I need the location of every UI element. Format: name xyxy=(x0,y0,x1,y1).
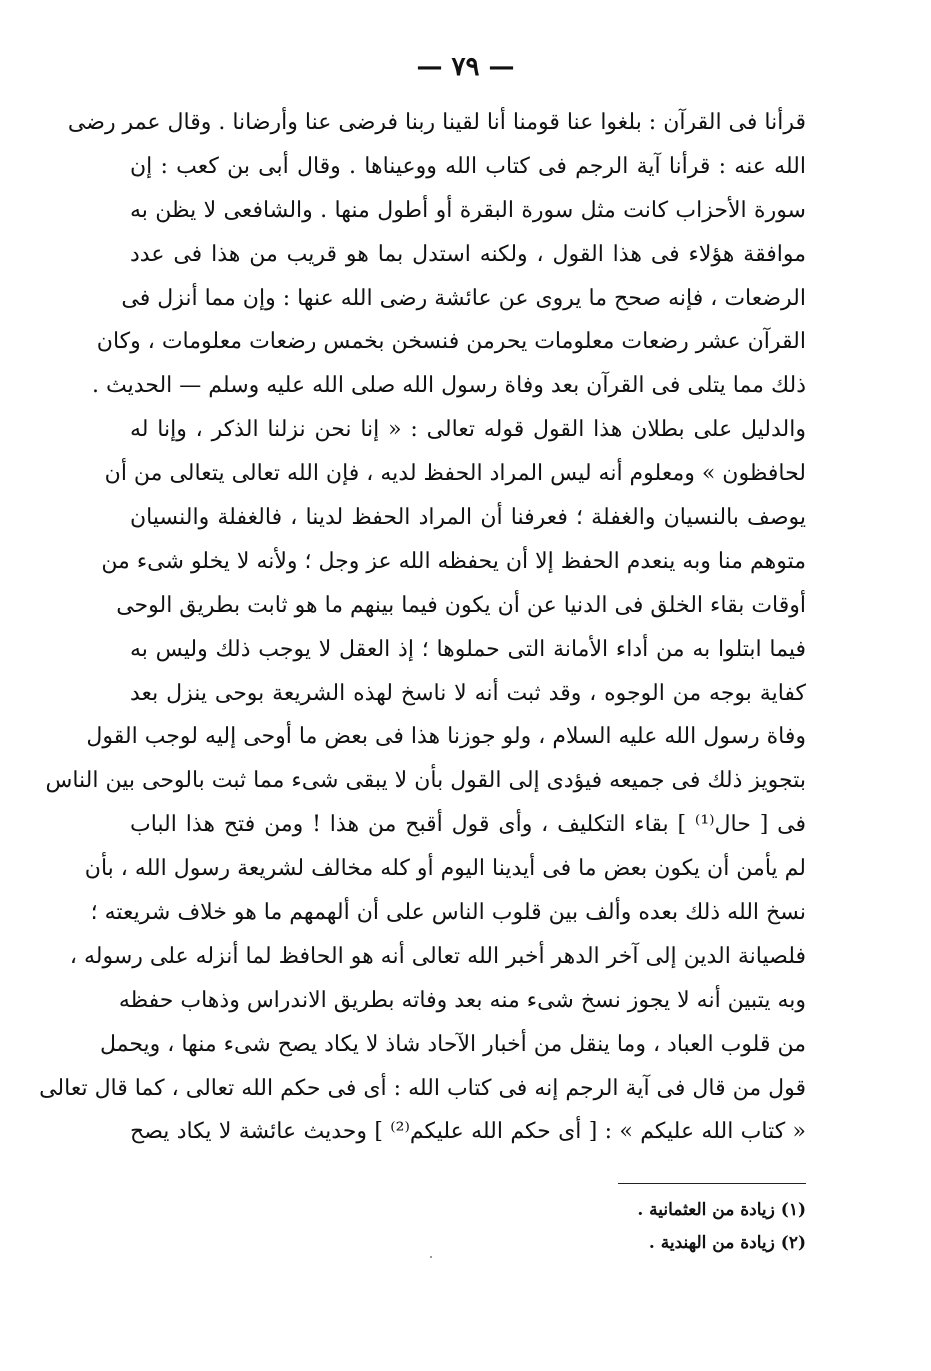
text-line: فلصيانة الدين إلى آخر الدهر أخبر الله تعالى أنه هو الحافظ لما أنزله على رسوله ، xyxy=(69,943,806,969)
text-line: بتجويز ذلك فى جميعه فيؤدى إلى القول بأن لا يبقى شىء مما ثبت بالوحى بين الناس xyxy=(45,768,806,794)
text-line: نسخ الله ذلك بعده وألف بين قلوب الناس على أن ألهمهم ما هو خلاف شريعته ؛ xyxy=(90,900,806,926)
text-line: وفاة رسول الله عليه السلام ، ولو جوزنا هذا فى بعض ما أوحى إليه لوجب القول xyxy=(86,724,806,750)
text-line: ذلك مما يتلى فى القرآن بعد وفاة رسول الله صلى الله عليه وسلم — الحديث . xyxy=(92,373,806,399)
text-line: والدليل على بطلان هذا القول قوله تعالى : « إنا نحن نزلنا الذكر ، وإنا له xyxy=(130,417,807,443)
text-line: الله عنه : قرأنا آية الرجم فى كتاب الله ووعيناها . وقال أبى بن كعب : إن xyxy=(130,153,806,179)
footnote-1: (١) زيادة من العثمانية . xyxy=(637,1200,806,1220)
text-line: فى [ حال⁽¹⁾ ] بقاء التكليف ، وأى قول أقبح من هذا ! ومن فتح هذا الباب xyxy=(130,812,806,838)
text-line: وبه يتبين أنه لا يجوز نسخ شىء منه بعد وفاته بطريق الاندراس وذهاب حفظه xyxy=(118,987,806,1013)
text-line: كفاية بوجه من الوجوه ، وقد ثبت أنه لا ناسخ لهذه الشريعة بوحى ينزل بعد xyxy=(130,680,806,706)
page-number: — ٧٩ — xyxy=(416,52,515,82)
text-line: أوقات بقاء الخلق فى الدنيا عن أن يكون فيما بينهم ما هو ثابت بطريق الوحى xyxy=(116,592,806,618)
text-line: متوهم منا وبه ينعدم الحفظ إلا أن يحفظه الله عز وجل ؛ ولأنه لا يخلو شىء من xyxy=(101,548,806,574)
text-line: قول من قال فى آية الرجم إنه فى كتاب الله : أى فى حكم الله تعالى ، كما قال تعالى xyxy=(39,1075,806,1101)
text-line: موافقة هؤلاء فى هذا القول ، ولكنه استدل بما هو قريب من هذا فى عدد xyxy=(130,241,806,267)
text-line: « كتاب الله عليكم » : [ أى حكم الله عليكم⁽²⁾ ] وحديث عائشة لا يكاد يصح xyxy=(130,1119,807,1145)
footnote-divider xyxy=(618,1183,806,1184)
scan-speck xyxy=(430,1256,432,1258)
main-text xyxy=(39,101,807,1154)
text-line: سورة الأحزاب كانت مثل سورة البقرة أو أطول منها . والشافعى لا يظن به xyxy=(130,197,806,223)
text-line: لحافظون » ومعلوم أنه ليس المراد الحفظ لديه ، فإن الله تعالى يتعالى من أن xyxy=(104,461,806,487)
text-line: من قلوب العباد ، وما ينقل من أخبار الآحاد شاذ لا يكاد يصح شىء منها ، ويحمل xyxy=(99,1031,806,1057)
footnotes xyxy=(500,1194,806,1260)
text-line: القرآن عشر رضعات معلومات يحرمن فنسخن بخمس رضعات معلومات ، وكان xyxy=(96,329,806,355)
text-line: الرضعات ، فإنه صحح ما يروى عن عائشة رضى الله عنها : وإن مما أنزل فى xyxy=(121,285,806,311)
footnote-2: (٢) زيادة من الهندية . xyxy=(648,1233,806,1253)
text-line: قرأنا فى القرآن : بلغوا عنا قومنا أنا لقينا ربنا فرضى عنا وأرضانا . وقال عمر رضى xyxy=(67,110,806,135)
text-line: يوصف بالنسيان والغفلة ؛ فعرفنا أن المراد الحفظ لدينا ، فالغفلة والنسيان xyxy=(130,505,806,531)
text-line: فيما ابتلوا به من أداء الأمانة التى حملوها ؛ إذ العقل لا يوجب ذلك وليس به xyxy=(130,636,806,662)
text-line: لم يأمن أن يكون بعض ما فى أيدينا اليوم أو كله مخالف لشريعة رسول الله ، بأن xyxy=(84,856,806,882)
